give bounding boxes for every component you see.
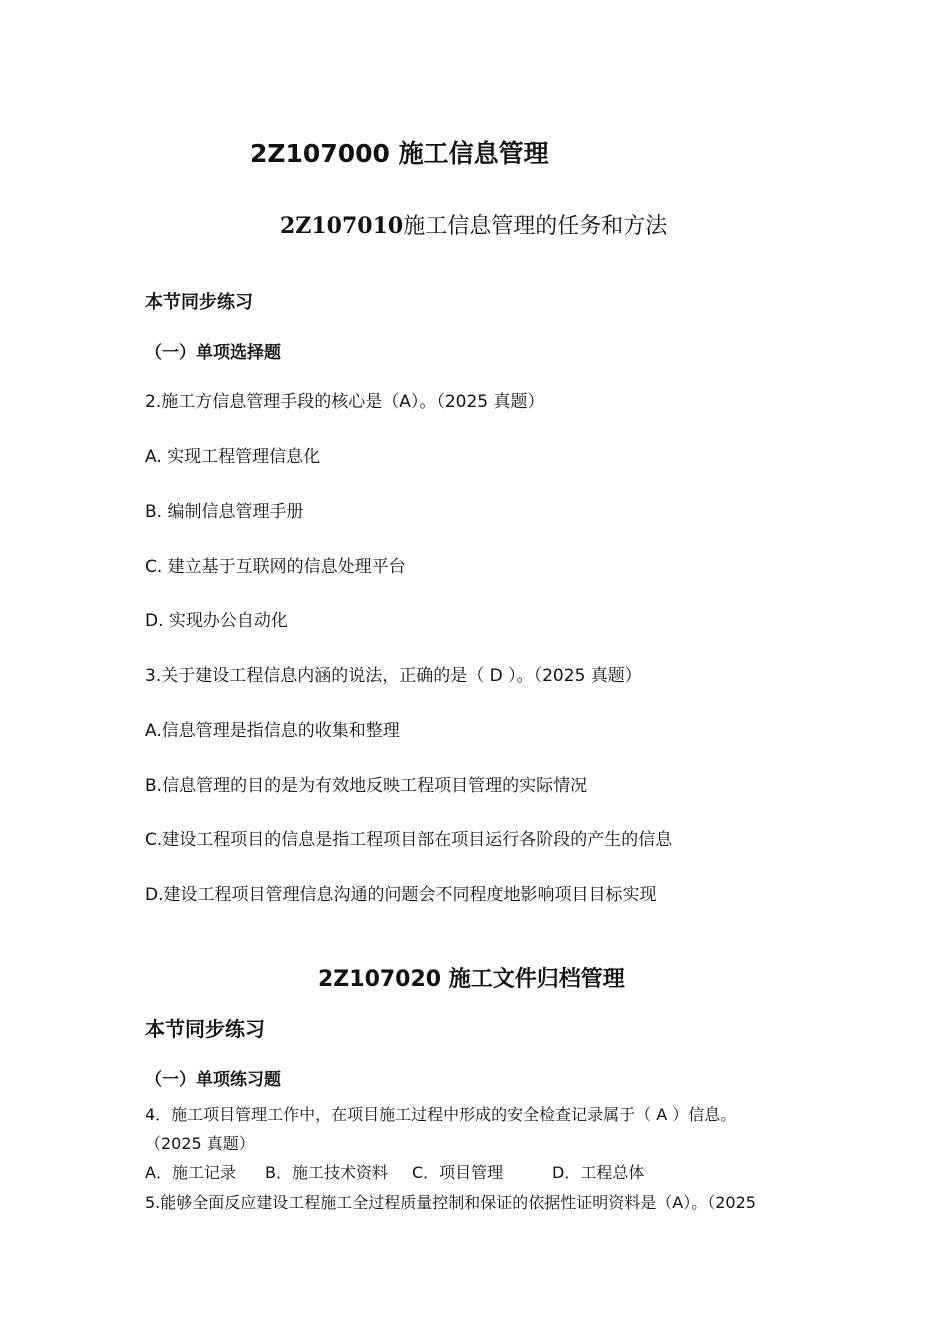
q3-option-a: A.信息管理是指信息的收集和整理 — [145, 721, 400, 741]
q4-option-a: A．施工记录 — [145, 1163, 236, 1182]
q3-option-c: C.建设工程项目的信息是指工程项目部在项目运行各阶段的产生的信息 — [145, 830, 673, 850]
section-title-2: 2Z107020 施工文件归档管理 — [318, 967, 625, 992]
q2-option-d: D. 实现办公自动化 — [145, 611, 288, 631]
q2-option-b: B. 编制信息管理手册 — [145, 502, 304, 522]
q3-option-d: D.建设工程项目管理信息沟通的问题会不同程度地影响项目目标实现 — [145, 885, 657, 905]
question-2: 2.施工方信息管理手段的核心是（A）。（2025 真题） — [145, 392, 545, 412]
q4-option-c: C．项目管理 — [412, 1163, 504, 1182]
practice-heading-1: 本节同步练习 — [145, 292, 253, 313]
question-5: 5.能够全面反应建设工程施工全过程质量控制和保证的依据性证明资料是（A）。（2025 — [145, 1193, 756, 1212]
section-title-text: 施工信息管理的任务和方法 — [403, 214, 668, 239]
q3-option-b: B.信息管理的目的是为有效地反映工程项目管理的实际情况 — [145, 776, 588, 796]
q4-options — [0, 1160, 950, 1184]
question-type-heading-2: （一）单项练习题 — [145, 1070, 281, 1090]
question-4-line-1: 4．施工项目管理工作中，在项目施工过程中形成的安全检查记录属于（ A ）信息。 — [145, 1105, 737, 1124]
chapter-title: 2Z107000 施工信息管理 — [250, 139, 549, 168]
question-4-line-2: （2025 真题） — [145, 1134, 255, 1153]
q4-option-d: D．工程总体 — [552, 1163, 645, 1182]
section-title-code: 2Z107010 — [280, 213, 404, 239]
question-type-heading-1: （一）单项选择题 — [145, 343, 281, 363]
q4-option-b: B．施工技术资料 — [265, 1163, 388, 1182]
question-3: 3.关于建设工程信息内涵的说法，正确的是（ D ）。（2025 真题） — [145, 666, 642, 686]
section-title — [280, 209, 667, 240]
q2-option-a: A. 实现工程管理信息化 — [145, 447, 321, 467]
practice-heading-2: 本节同步练习 — [145, 1017, 265, 1041]
q2-option-c: C. 建立基于互联网的信息处理平台 — [145, 557, 406, 577]
